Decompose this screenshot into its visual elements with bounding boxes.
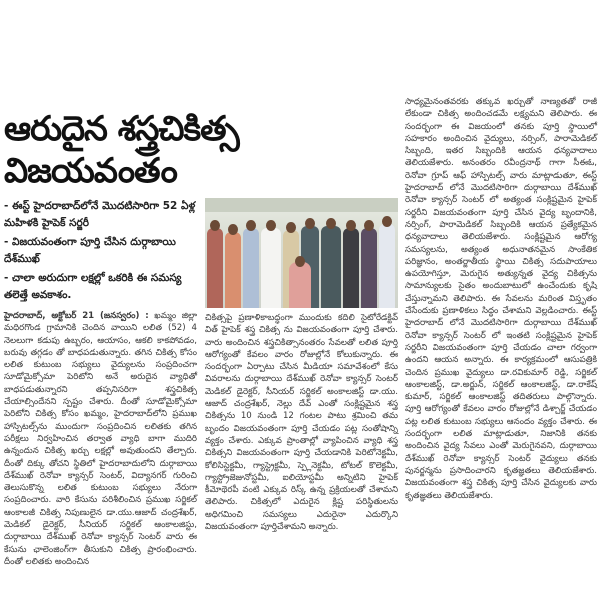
article-columns [4,198,398,568]
group-photo [205,198,398,308]
person-figure [289,262,311,308]
highlight-item: - చాలా అరుదుగా లక్షల్లో ఒకరికి ఈ సమస్య తలెత్తే అవకాశం. [4,272,182,301]
person-figure [261,228,281,308]
person-head [382,216,392,227]
person-figure [379,224,395,308]
person-figure [225,232,241,308]
highlight-item: - విజయవంతంగా పూర్తి చేసిన దుర్గాబాయి దేశ్‌ముఖ్ [4,236,176,265]
person-head [266,220,276,231]
person-head [210,220,220,231]
middle-column-wrap [205,198,398,533]
hospital-banner [205,198,398,212]
person-head [364,220,374,231]
person-head [286,222,296,233]
person-head [326,218,336,229]
person-figure [361,228,377,308]
highlights-list [4,198,197,304]
article-column-middle: చికిత్సపై ప్రణాళికాబద్ధంగా ముందుకు కదిలి సైటోరేడక్టివ్ విత్ హైపెక్ శస్త్ర చికిత్స ను విజయవంతంగా పూర్తి చేశారు. వారు అందించిన శస్త్రచికిత్సానంతరం సేవలతో లలిత పూర్తి ఆరోగ్యంతో కేవలం వారం రోజుల్లోనే కోలుకున్నారు. ఈ సందర్భంగా ఏర్పాటు చేసిన మీడియా సమావేశంలో కేసు వివరాలను దుర్గాబాయి దేశ్‌ముఖ్ రెనోవా క్యాన్సర్ సెంటర్ మెడికల్ డైరెక్టర్, సీనియర్ సర్జికల్ అంకాలజిస్ట్ డా.యు. ఆజాద్ చంద్రశేఖర్, నెల్లు దేవ్ ఎంతో సంక్లిష్టమైన శస్త్ర చికిత్సను 10 నుండి 12 గంటల పాటు శ్రమించి తమ బృందం విజయవంతంగా పూర్తి చేయడం పట్ల సంతోషాన్ని వ్యక్తం చేశారు. ఎక్కువ ప్రాంతాల్లో వ్యాపించిన వ్యాధి శస్త్ర చికిత్సని విజయవంతంగా పూర్తి చేయడానికి పెరిటోనెక్టమీ, కోలిసిస్టెక్టమీ, గ్యాస్ట్రెక్టమీ, స్ప్లెనెక్టమీ, టోటల్ కొలెక్టమీ, గ్యాస్ట్రోజెజునోస్టమీ, ఐలియోస్టమీ అన్నిటిని హైపెక్ కీమోథెరపీ వంటి ఎక్కువ రిస్క్ ఉన్న ప్రక్రియలతో చేశామని తెలిపారు. చికిత్సలో ఎదురైన క్లిష్ట పరిస్థితులను అధిగమించి సమస్యలు ఎదురైనా ఎదుర్కొని విజయవంతంగా పూర్తిచేశామని అన్నారు. [205,313,398,533]
headline: ఆరుదైన శస్త్రచికిత్స విజయవంతం [4,109,239,191]
person-head [305,218,315,229]
person-figure [207,228,223,308]
left-column-wrap [4,198,197,568]
person-head [228,224,238,235]
person-head [246,220,256,231]
main-article-area [4,108,398,568]
person-head [295,256,305,267]
highlight-item: - ఈస్ట్ హైదరాబాద్‌లోనే మొదటిసారిగా 52 ఏళ్ల మహిళకి హైపెక్ సర్జరీ [4,200,196,229]
article-column-right: సాధ్యమైనంతవరకు తక్కువ ఖర్చుతో నాణ్యతతో రాజీ లేకుండా చికిత్స అందించడమే లక్ష్యమని తెలిపారు. ఈ సందర్భంగా ఈ విజయంలో తనకు పూర్తి స్థాయిలో సహకారం అందించిన వైద్యులు, నర్సింగ్, పారామెడికల్ సిబ్బంది, ఇతర సిబ్బందికి ఆయన ధన్యవాదాలు తెలియజేశారు. అనంతరం రవీంద్రనాథ్ గాగా సీఈఓ, రెనోవా గ్రూప్ ఆఫ్ హాస్పిటల్స్ వారు మాట్లాడుతూ, ఈస్ట్ హైదరాబాద్ లోనే మొదటిసారిగా దుర్గాబాయి దేశ్‌ముఖ్ రెనోవా క్యాన్సర్ సెంటర్ లో అత్యంత సంక్లిష్టమైన హైపెక్ సర్జరీని విజయవంతంగా పూర్తి చేసిన వైద్య బృందానికి, నర్సింగ్, పారామెడికల్ సిబ్బందికి ఆయన ప్రత్యేకమైన ధన్యవాదాలు తెలియజేశారు. సంక్లిష్టమైన ఆరోగ్య సమస్యలను, అత్యంత అధునాతనమైన సాంకేతిక పరిజ్ఞానం, అంతర్జాతీయ స్థాయి చికిత్స సదుపాయాలు ఉపయోగిస్తూ, మెరుగైన అత్యున్నత వైద్య చికిత్సను సామాన్యులకు సైతం అందుబాటులో ఉంచేందుకు కృషి చేస్తున్నామని తెలిపారు. ఈ సేవలను మరింత విస్తృతం చేసేందుకు ప్రణాళికలు సిద్ధం చేశామని వెల్లడించారు. ఈస్ట్ హైదరాబాద్ లోనే మొదటిసారిగా దుర్గాబాయి దేశ్‌ముఖ్ రెనోవా క్యాన్సర్ సెంటర్ లో ఇంతటి సంక్లిష్టమైన హైపెక్ సర్జరీని విజయవంతంగా పూర్తి చేయడం చాలా గర్వంగా ఉందని ఆయన అన్నారు. ఈ కార్యక్రమంలో ఆసుపత్రికి చెందిన ప్రముఖ వైద్యులు డా.రవికుమార్ రెడ్డి, సర్జికల్ ఆంకాలజిస్ట్, డా.అర్జున్, సర్జికల్ ఆంకాలజిస్ట్, డా.రాకేష్ కుమార్, సర్జికల్ ఆంకాలజిస్ట్ తదితరులు పాల్గొన్నారు. పూర్తి ఆరోగ్యంతో కేవలం వారం రోజుల్లోనే డిశ్చార్జ్ చేయడం పట్ల లలిత కుటుంబ సభ్యులు ఆనందం వ్యక్తం చేశారు. ఈ సందర్భంగా లలిత మాట్లాడుతూ, నిజానికి తనకు అందించిన వైద్య సేవలు ఎంతో మెరుగైనవని, దుర్గాబాయి దేశ్‌ముఖ్ రెనోవా క్యాన్సర్ సెంటర్ వైద్యులు తనకు పునర్జన్మను ప్రసాదించారని కృతజ్ఞతలు తెలియజేశారు. విజయవంతంగా శస్త్ర చికిత్స పూర్తి చేసిన వైద్యులకు వారు కృతజ్ఞతలు తెలియజేశారు. [405,97,597,501]
dateline: హైదరాబాద్, అక్టోబర్ 21 (జనస్వరం) : [4,311,149,321]
article-body-left: ఖమ్మం జిల్లా మధిరగొండ గ్రామానికి చెందిన వాయిని లలిత (52) 4 నెలలుగా కడుపు ఉబ్బరం, ఆయాసం, ఆకలి కాకపోవడం, బరువు తగ్గడం తో బాధపడుతున్నారు. తగిన చికిత్స కోసం లలిత కుటుంబ సభ్యులు వైద్యులను సంప్రదించగా సూడోమైక్సోమా పెరిటోని అనే అరుదైన వ్యాధితో బాధపడుతున్నారని తప్పనిసరిగా శస్త్రచికిత్స చేయాల్సిందేనని స్పష్టం చేశారు. దీంతో సూడోమైక్సోమా పెరిటోని చికిత్స కోసం ఖమ్మం, హైదరాబాద్‌లోని ప్రముఖ హాస్పిటల్స్‌ను ముందుగా సంప్రదించిన లలితకు తగిన పరీక్షలు నిర్వహించిన తర్వాత వ్యాధి బాగా ముదిరి ఉన్నందున చికిత్స ఖర్చు లక్షల్లో అవుతుందని తేల్చారు. దీంతో దిక్కు తోచని స్థితిలో హైదరాబాదులోని దుర్గాబాయి దేశ్‌ముఖ్ రెనోవా క్యాన్సర్ సెంటర్, విద్యానగర్ గురించి తెలుసుకొన్న లలిత కుటుంబ సభ్యులు నేరుగా సంప్రదించారు. వారి కేసును పరిశీలించిన ప్రముఖ సర్జికల్ ఆంకాలజీ చికిత్స నిపుణులైన డా.యు.ఆజాద్ చంద్రశేఖర్, మెడికల్ డైరెక్టర్, సీనియర్ సర్జికల్ ఆంకాలజిస్టు, దుర్గాబాయి దేశ్‌ముఖ్ రెనోవా క్యాన్సర్ సెంటర్ వారు ఈ కేసును ఛాలెంజింగ్‌గా తీసుకుని చికిత్స ప్రారంభించారు. దీంతో లలితకు అందించిన [4,311,198,567]
person-figure [343,228,359,308]
person-head [346,220,356,231]
person-figure [321,226,341,308]
article-column-left [4,310,197,568]
person-figure [243,228,259,308]
